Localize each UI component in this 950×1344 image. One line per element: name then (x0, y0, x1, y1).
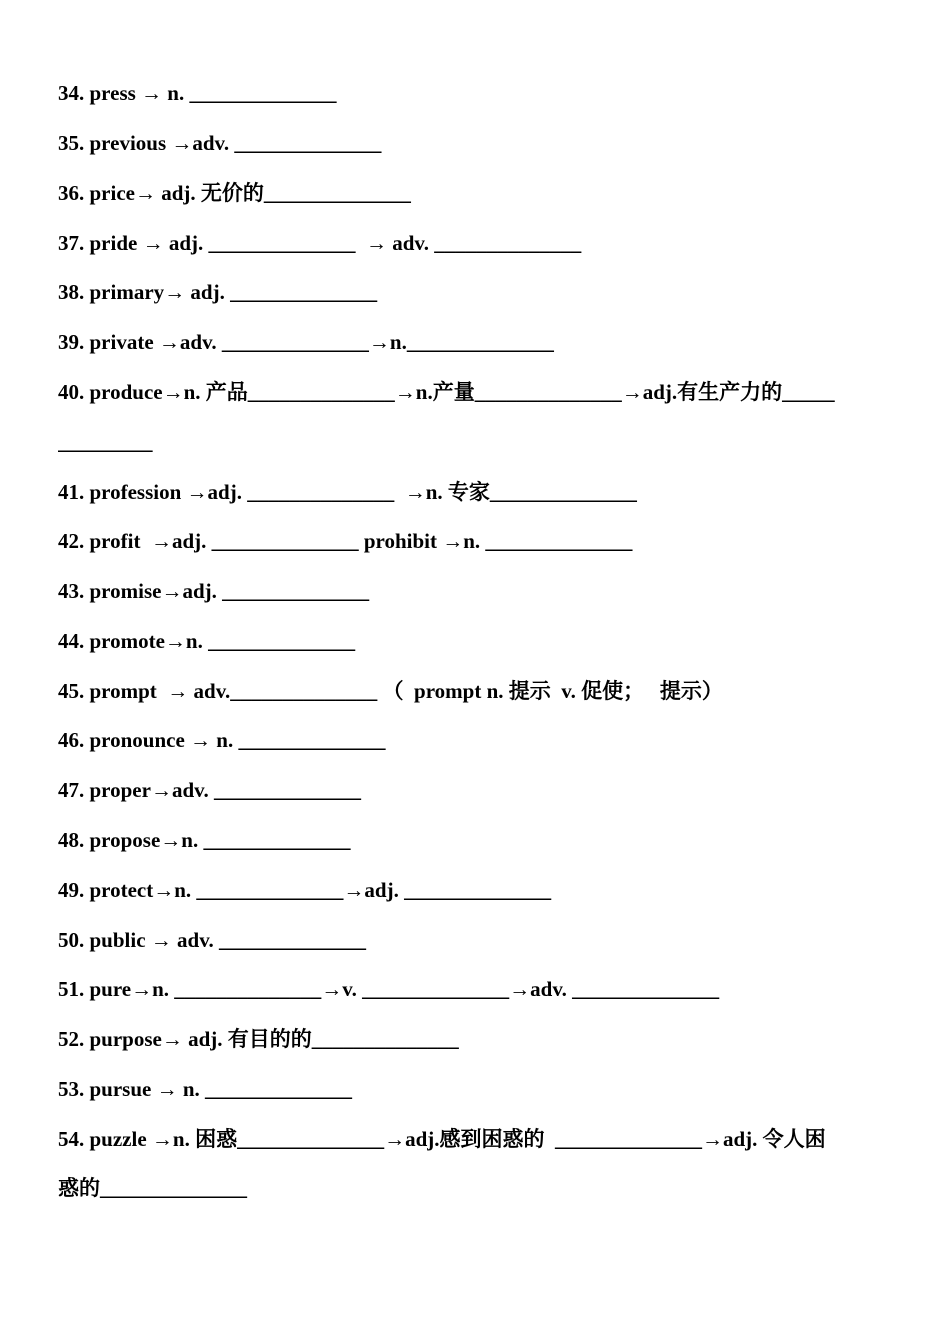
exercise-line-54-cont: 惑的______________ (58, 1176, 247, 1200)
exercise-line-40-cont: _________ (58, 430, 153, 454)
exercise-line-51: 51. pure→n. ______________→v. ______________→adv. ______________ (58, 977, 720, 1001)
exercise-line-39: 39. private →adv. ______________→n.______________ (58, 330, 554, 354)
exercise-line-34: 34. press → n. ______________ (58, 81, 337, 105)
exercise-line-46: 46. pronounce → n. ______________ (58, 728, 386, 752)
exercise-line-37: 37. pride → adj. ______________ → adv. ______________ (58, 231, 582, 255)
exercise-line-48: 48. propose→n. ______________ (58, 828, 351, 852)
exercise-line-45: 45. prompt → adv.______________ （ prompt n. 提示 v. 促使； 提示） (58, 679, 723, 703)
exercise-line-50: 50. public → adv. ______________ (58, 928, 367, 952)
exercise-line-40: 40. produce→n. 产品______________→n.产量______________→adj.有生产力的_____ (58, 380, 835, 404)
exercise-line-44: 44. promote→n. ______________ (58, 629, 356, 653)
exercise-line-49: 49. protect→n. ______________→adj. ______________ (58, 878, 552, 902)
exercise-line-47: 47. proper→adv. ______________ (58, 778, 361, 802)
exercise-line-43: 43. promise→adj. ______________ (58, 579, 370, 603)
exercise-line-38: 38. primary→ adj. ______________ (58, 280, 378, 304)
exercise-line-54: 54. puzzle →n. 困惑______________→adj.感到困惑的 ______________→adj. 令人困 (58, 1127, 826, 1151)
exercise-line-36: 36. price→ adj. 无价的______________ (58, 181, 411, 205)
exercise-line-41: 41. profession →adj. ______________ →n. 专家______________ (58, 480, 637, 504)
exercise-line-42: 42. profit →adj. ______________ prohibit →n. ______________ (58, 529, 633, 553)
exercise-line-35: 35. previous →adv. ______________ (58, 131, 382, 155)
exercise-line-52: 52. purpose→ adj. 有目的的______________ (58, 1027, 459, 1051)
exercise-line-53: 53. pursue → n. ______________ (58, 1077, 353, 1101)
